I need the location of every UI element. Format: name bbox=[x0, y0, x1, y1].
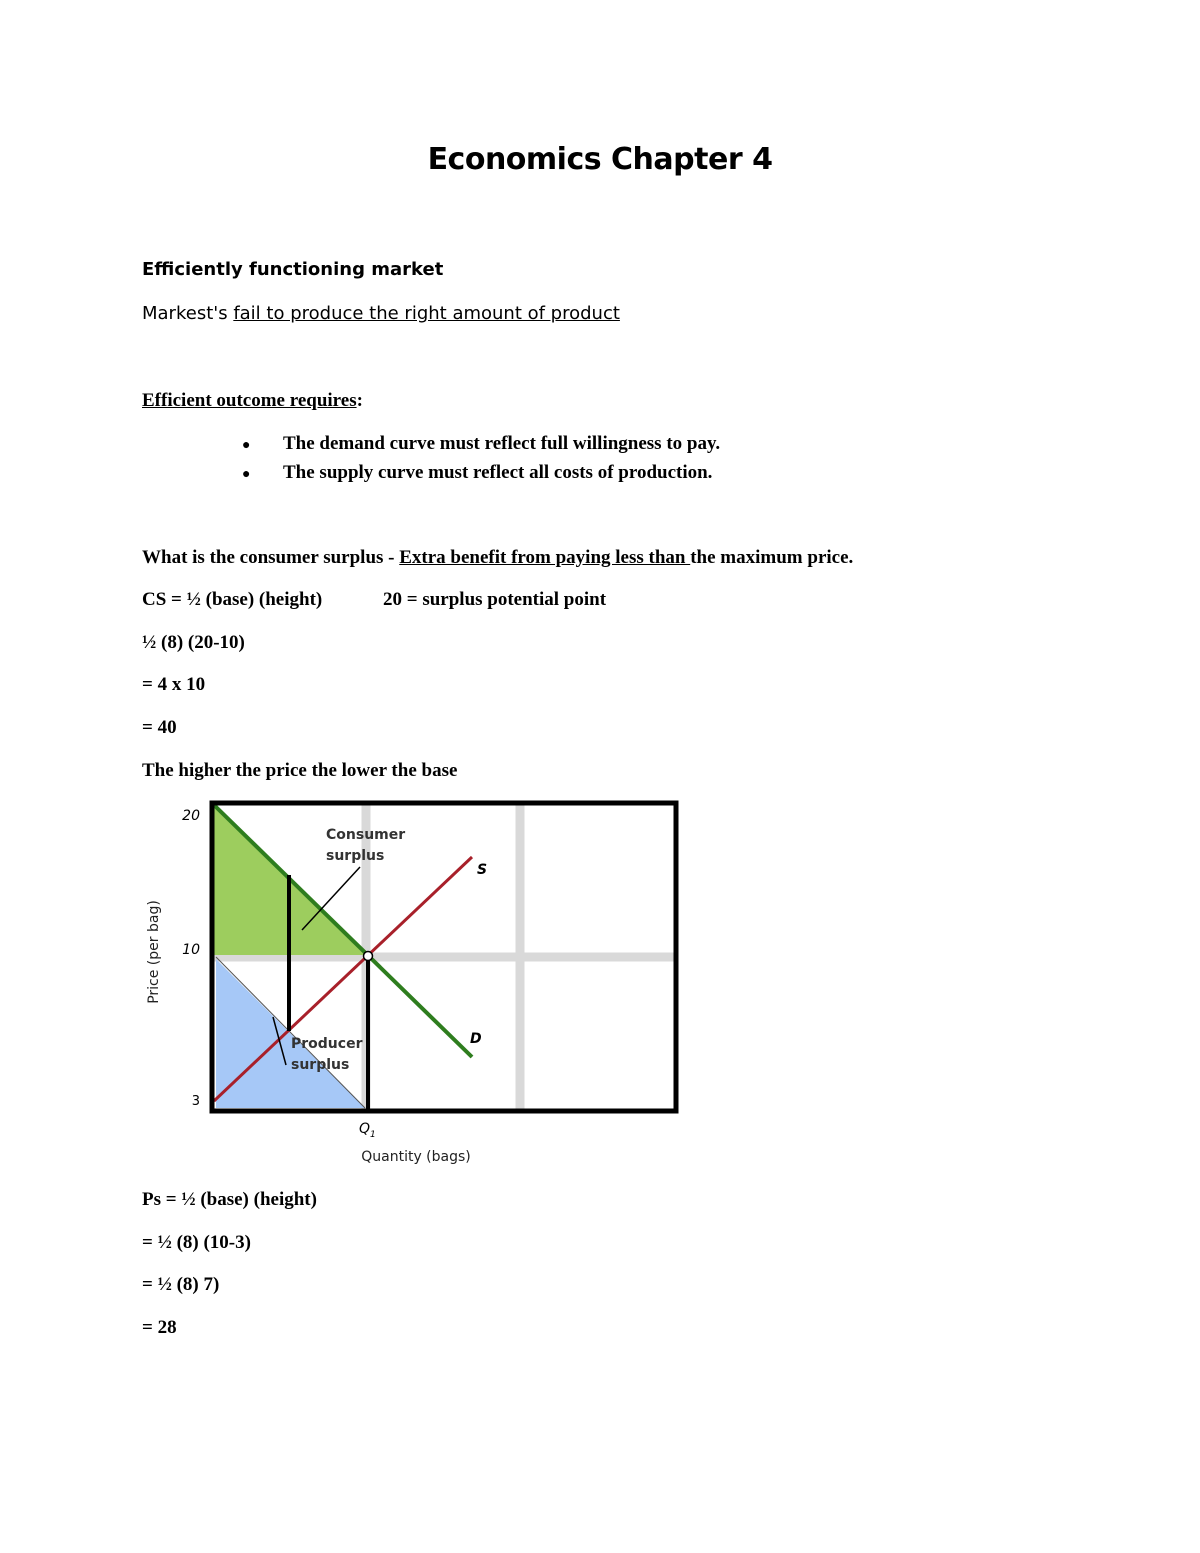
cs-formula: CS = ½ (base) (height) bbox=[142, 589, 323, 610]
ps-step: = ½ (8) (10-3) bbox=[142, 1232, 251, 1253]
cs-question-suffix: the maximum price. bbox=[690, 547, 854, 568]
cs-note: 20 = surplus potential point bbox=[383, 589, 607, 610]
cs-step: = 4 x 10 bbox=[142, 674, 206, 695]
series-label-s: S bbox=[477, 862, 488, 878]
ps-formula: Ps = ½ (base) (height) bbox=[142, 1189, 317, 1210]
cs-step: ½ (8) (20-10) bbox=[142, 632, 245, 653]
bullet-icon: ● bbox=[242, 467, 251, 482]
efficient-outcome-colon: : bbox=[356, 390, 363, 411]
cs-question-underlined: Extra benefit from paying less than bbox=[399, 547, 691, 568]
consumer-surplus-label: Consumer bbox=[326, 827, 406, 843]
series-label-d: D bbox=[470, 1031, 482, 1047]
x-axis-title: Quantity (bags) bbox=[361, 1149, 471, 1165]
efficient-outcome-heading-text: Efficient outcome requires bbox=[142, 390, 357, 411]
higher-price-note: The higher the price the lower the base bbox=[142, 760, 458, 781]
cs-question-prefix: What is the consumer surplus - bbox=[142, 547, 400, 568]
market-failure-prefix: Markest's bbox=[142, 303, 234, 324]
section-heading: Efficiently functioning market bbox=[142, 259, 444, 280]
equilibrium-point bbox=[364, 952, 373, 961]
producer-surplus-label: Producer bbox=[291, 1036, 363, 1052]
x-tick-label bbox=[359, 1121, 376, 1140]
page-title: Economics Chapter 4 bbox=[427, 142, 773, 177]
efficient-outcome-heading bbox=[142, 390, 363, 412]
bullet-item: The demand curve must reflect full willingness to pay. bbox=[283, 433, 721, 454]
consumer-surplus-label: surplus bbox=[326, 848, 385, 864]
surplus-chart bbox=[140, 795, 700, 1175]
market-failure-line bbox=[142, 303, 620, 324]
y-tick-label: 10 bbox=[182, 942, 200, 958]
producer-surplus-label: surplus bbox=[291, 1057, 350, 1073]
y-axis-title: Price (per bag) bbox=[146, 900, 162, 1004]
y-tick-label: 3 bbox=[191, 1094, 200, 1109]
ps-step: = ½ (8) 7) bbox=[142, 1274, 220, 1295]
cs-result: = 40 bbox=[142, 717, 177, 738]
bullet-icon: ● bbox=[242, 438, 251, 453]
ps-result: = 28 bbox=[142, 1317, 177, 1338]
y-tick-label: 20 bbox=[182, 808, 200, 824]
x-tick-q: Q bbox=[359, 1121, 371, 1137]
market-failure-underlined: fail to produce the right amount of product bbox=[233, 303, 620, 324]
x-tick-sub: 1 bbox=[370, 1130, 376, 1140]
bullet-item: The supply curve must reflect all costs of production. bbox=[283, 462, 713, 483]
consumer-surplus-question bbox=[142, 547, 853, 569]
